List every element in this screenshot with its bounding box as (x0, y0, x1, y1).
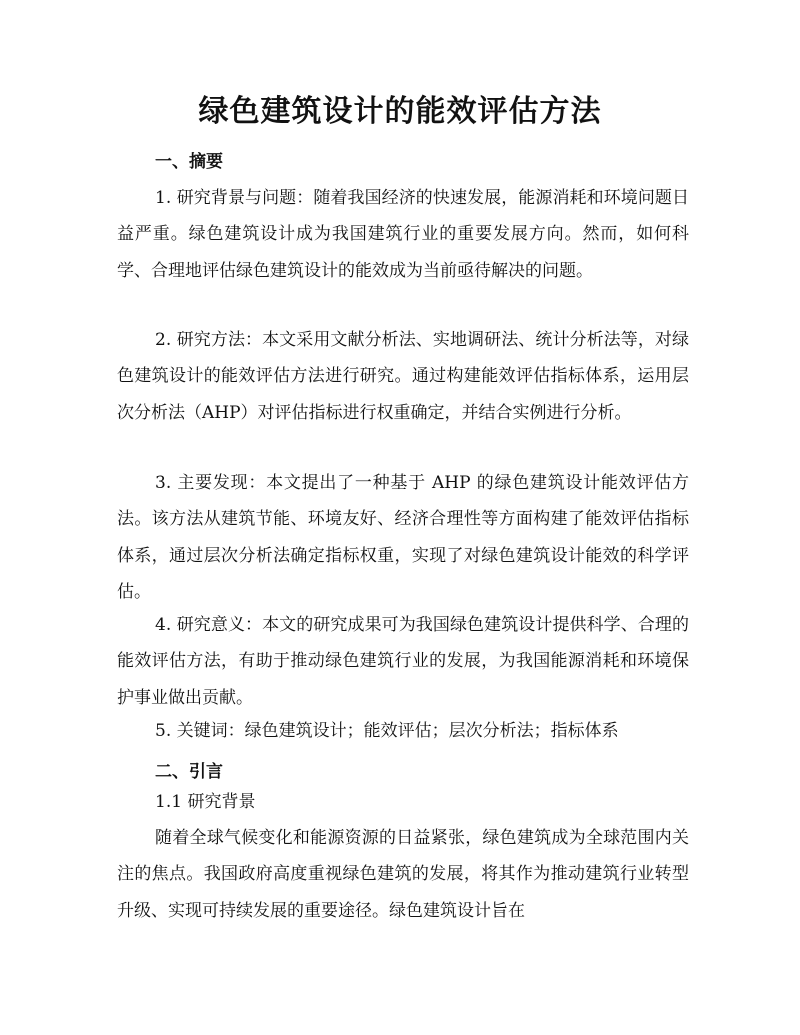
abstract-item-4: 4. 研究意义：本文的研究成果可为我国绿色建筑设计提供科学、合理的能效评估方法，有助于推动绿色建筑行业的发展，为我国能源消耗和环境保护事业做出贡献。 (117, 615, 689, 708)
abstract-item-1: 1. 研究背景与问题：随着我国经济的快速发展，能源消耗和环境问题日益严重。绿色建筑设计成为我国建筑行业的重要发展方向。然而，如何科学、合理地评估绿色建筑设计的能效成为当前亟待解决的问题。 (117, 188, 689, 281)
intro-subheading: 1.1 研究背景 (155, 792, 256, 812)
document-title: 绿色建筑设计的能效评估方法 (198, 94, 602, 129)
abstract-heading: 一、摘要 (155, 152, 223, 172)
abstract-item-2: 2. 研究方法：本文采用文献分析法、实地调研法、统计分析法等，对绿色建筑设计的能效评估方法进行研究。通过构建能效评估指标体系，运用层次分析法（AHP）对评估指标进行权重确定，并结合实例进行分析。 (117, 330, 689, 423)
abstract-item-5-keywords: 5. 关键词：绿色建筑设计；能效评估；层次分析法；指标体系 (155, 721, 619, 741)
intro-heading: 二、引言 (155, 762, 223, 782)
intro-paragraph: 随着全球气候变化和能源资源的日益紧张，绿色建筑成为全球范围内关注的焦点。我国政府高度重视绿色建筑的发展，将其作为推动建筑行业转型升级、实现可持续发展的重要途径。绿色建筑设计旨在 (117, 828, 689, 921)
abstract-item-3: 3. 主要发现：本文提出了一种基于 AHP 的绿色建筑设计能效评估方法。该方法从建筑节能、环境友好、经济合理性等方面构建了能效评估指标体系，通过层次分析法确定指标权重，实现了对绿色建筑设计能效的科学评估。 (117, 473, 689, 603)
